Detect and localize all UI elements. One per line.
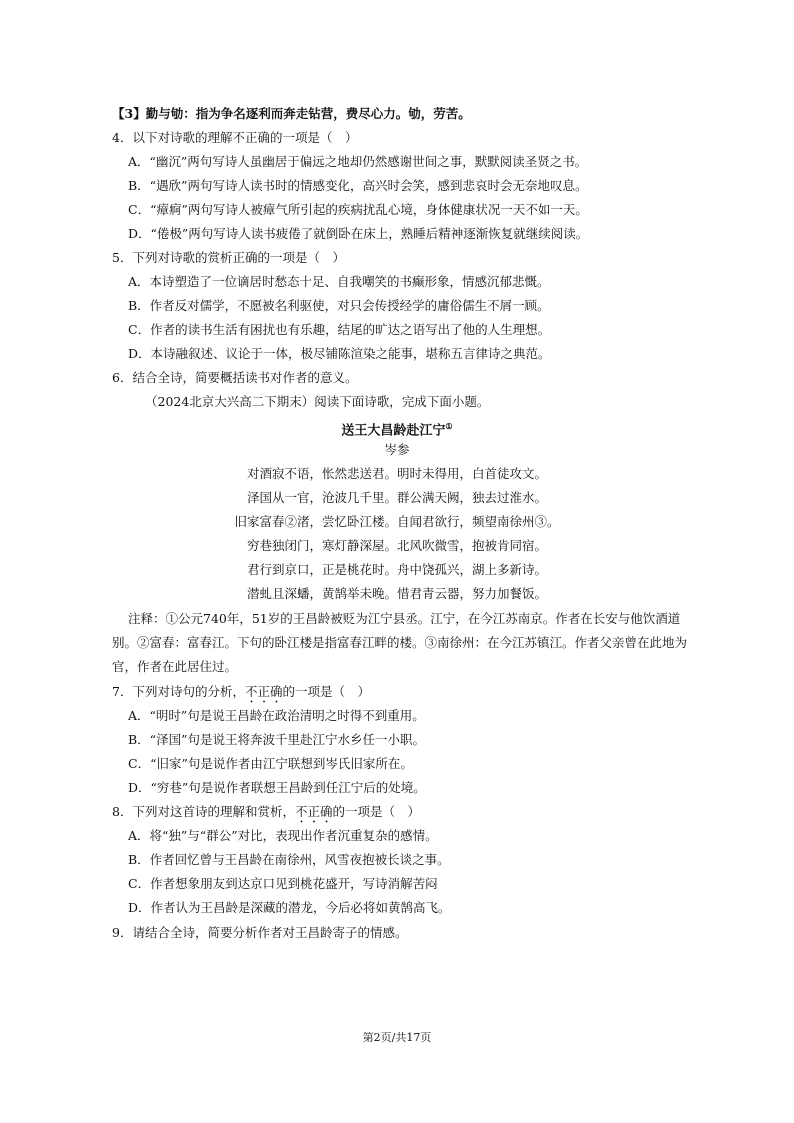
page-footer: 第2页/共17页: [362, 1031, 432, 1044]
q8-stem-emphasis: 不正确: [294, 804, 333, 819]
question-6: 6．结合全诗，简要概括读书对作者的意义。: [112, 370, 358, 385]
q7-stem-prefix: 7．下列对诗句的分析，: [112, 684, 245, 699]
question-7-stem: [112, 684, 370, 706]
q8-stem-suffix: 的一项是（ ）: [332, 804, 420, 819]
q8-option-a: A．将“独”与“群公”对比，表现出作者沉重复杂的感情。: [128, 828, 438, 843]
annotation-line-1: 注释：①公元740年，51岁的王昌龄被贬为江宁县丞。江宁，在今江苏南京。作者在长安与他饮酒道: [128, 611, 681, 626]
source-line: （2024北京大兴高二下期末）阅读下面诗歌，完成下面小题。: [145, 394, 490, 409]
question-8-stem: [112, 804, 420, 826]
q4-option-c: C．“瘴痾”两句写诗人被瘴气所引起的疾病扰乱心境，身体健康状况一天不如一天。: [128, 202, 588, 217]
poem-title: [0, 418, 794, 439]
poem-author: 岑参: [384, 442, 410, 457]
q5-option-a: A．本诗塑造了一位谪居时愁态十足、自我嘲笑的书癫形象，情感沉郁悲慨。: [128, 274, 550, 289]
poem-line-1: 对酒寂不语，怅然悲送君。明时未得用，白首徒攻文。: [246, 466, 547, 481]
q5-option-c: C．作者的读书生活有困扰也有乐趣，结尾的旷达之语写出了他的人生理想。: [128, 322, 551, 337]
poem-line-5: 君行到京口，正是桃花时。舟中饶孤兴，湖上多新诗。: [246, 562, 547, 577]
q4-option-a: A．“幽沉”两句写诗人虽幽居于偏远之地却仍然感谢世间之事，默默阅读圣贤之书。: [128, 154, 588, 169]
poem-line-6: 潜虬且深蟠，黄鹄举未晚。惜君青云器，努力加餐饭。: [246, 586, 547, 601]
q4-option-b: B．“遇欣”两句写诗人读书时的情感变化，高兴时会笑，感到悲哀时会无奈地叹息。: [128, 178, 588, 193]
question-9: 9．请结合全诗，简要分析作者对王昌龄寄子的情感。: [112, 925, 408, 940]
q8-option-b: B．作者回忆曾与王昌龄在南徐州，风雪夜抱被长谈之事。: [128, 852, 450, 867]
poem-line-3: 旧家富春②渚，尝忆卧江楼。自闻君欲行，频望南徐州③。: [234, 514, 560, 529]
q8-option-c: C．作者想象朋友到达京口见到桃花盛开，写诗消解苦闷: [128, 876, 438, 891]
q7-option-d: D．“穷巷”句是说作者联想王昌龄到任江宁后的处境。: [128, 780, 426, 795]
poem-line-4: 穷巷独闭门，寒灯静深屋。北风吹微雪，抱被肯同宿。: [246, 538, 547, 553]
q7-option-c: C．“旧家”句是说作者由江宁联想到岑氏旧家所在。: [128, 756, 413, 771]
poem-title-footnote: ①: [445, 421, 453, 431]
q7-stem-suffix: 的一项是（ ）: [282, 684, 370, 699]
question-5-stem: 5．下列对诗歌的赏析正确的一项是（ ）: [112, 250, 345, 265]
q4-option-d: D．“倦极”两句写诗人读书疲倦了就倒卧在床上，熟睡后精神逐渐恢复就继续阅读。: [128, 226, 589, 241]
annotation-line-3: 官，作者在此居住过。: [112, 659, 238, 674]
q7-stem-emphasis: 不正确: [244, 684, 283, 699]
note-3: 【3】勤与劬：指为争名逐利而奔走钻营，费尽心力。劬，劳苦。: [112, 106, 471, 121]
q8-option-d: D．作者认为王昌龄是深藏的潜龙，今后必将如黄鹄高飞。: [128, 900, 451, 915]
poem-line-2: 泽国从一官，沧波几千里。群公满天阙，独去过淮水。: [246, 490, 547, 505]
question-4-stem: 4．以下对诗歌的理解不正确的一项是（ ）: [112, 130, 358, 145]
q7-option-a: A．“明时”句是说王昌龄在政治清明之时得不到重用。: [128, 708, 425, 723]
annotation-line-2: 别。②富春：富春江。下句的卧江楼是指富春江畔的楼。③南徐州：在今江苏镇江。作者父亲曾在此地为: [112, 635, 688, 650]
poem-title-text: 送王大昌龄赴江宁: [341, 423, 446, 439]
q5-option-b: B．作者反对儒学，不愿被名利驱使，对只会传授经学的庸俗儒生不屑一顾。: [128, 298, 550, 313]
q8-stem-prefix: 8．下列对这首诗的理解和赏析，: [112, 804, 295, 819]
q7-option-b: B．“泽国”句是说王将奔波千里赴江宁水乡任一小职。: [128, 732, 425, 747]
q5-option-d: D．本诗融叙述、议论于一体，极尽铺陈渲染之能事，堪称五言律诗之典范。: [128, 346, 551, 361]
